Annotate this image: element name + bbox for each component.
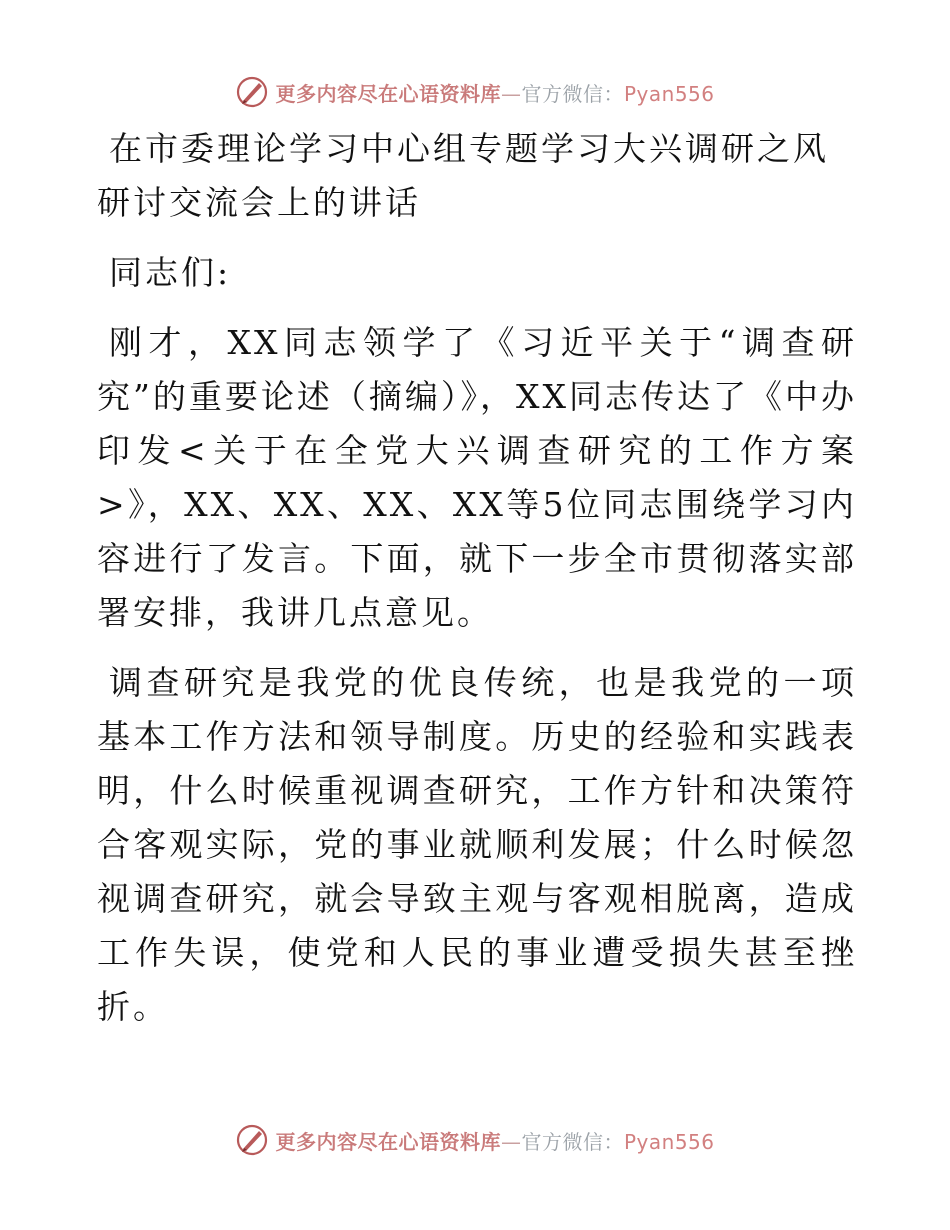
watermark-official-label: 官方微信： [521,81,624,106]
watermark-wechat-id: Pyan556 [623,81,715,106]
watermark-footer [0,1120,950,1160]
watermark-library-name: 更多内容尽在心语资料库 [275,81,501,106]
watermark-header [0,72,950,112]
watermark-text [275,1126,714,1155]
document-title: 在市委理论学习中心组专题学习大兴调研之风研讨交流会上的讲话 [97,129,829,222]
watermark-official-label: 官方微信： [521,1129,624,1154]
document-body [97,122,857,1050]
quill-pen-circle-icon [235,75,269,109]
paragraph-1: 刚才，XX同志领学了《习近平关于“调查研究”的重要论述（摘编）》，XX同志传达了《中办印发<关于在全党大兴调查研究的工作方案>》，XX、XX、XX、XX等5位同志围绕学习内容进行了发言。下面，就下一步全市贯彻落实部署安排，我讲几点意见。 [97,323,857,632]
paragraph-2: 调查研究是我党的优良传统，也是我党的一项基本工作方法和领导制度。历史的经验和实践表明，什么时候重视调查研究，工作方针和决策符合客观实际，党的事业就顺利发展；什么时候忽视调查研究，就会导致主观与客观相脱离，造成工作失误，使党和人民的事业遭受损失甚至挫折。 [97,663,857,1026]
watermark-dash: — [500,81,522,106]
salutation: 同志们: [109,253,232,292]
watermark-wechat-id: Pyan556 [623,1129,715,1154]
watermark-dash: — [500,1129,522,1154]
watermark-text [275,78,714,107]
quill-pen-circle-icon [235,1123,269,1157]
watermark-library-name: 更多内容尽在心语资料库 [275,1129,501,1154]
